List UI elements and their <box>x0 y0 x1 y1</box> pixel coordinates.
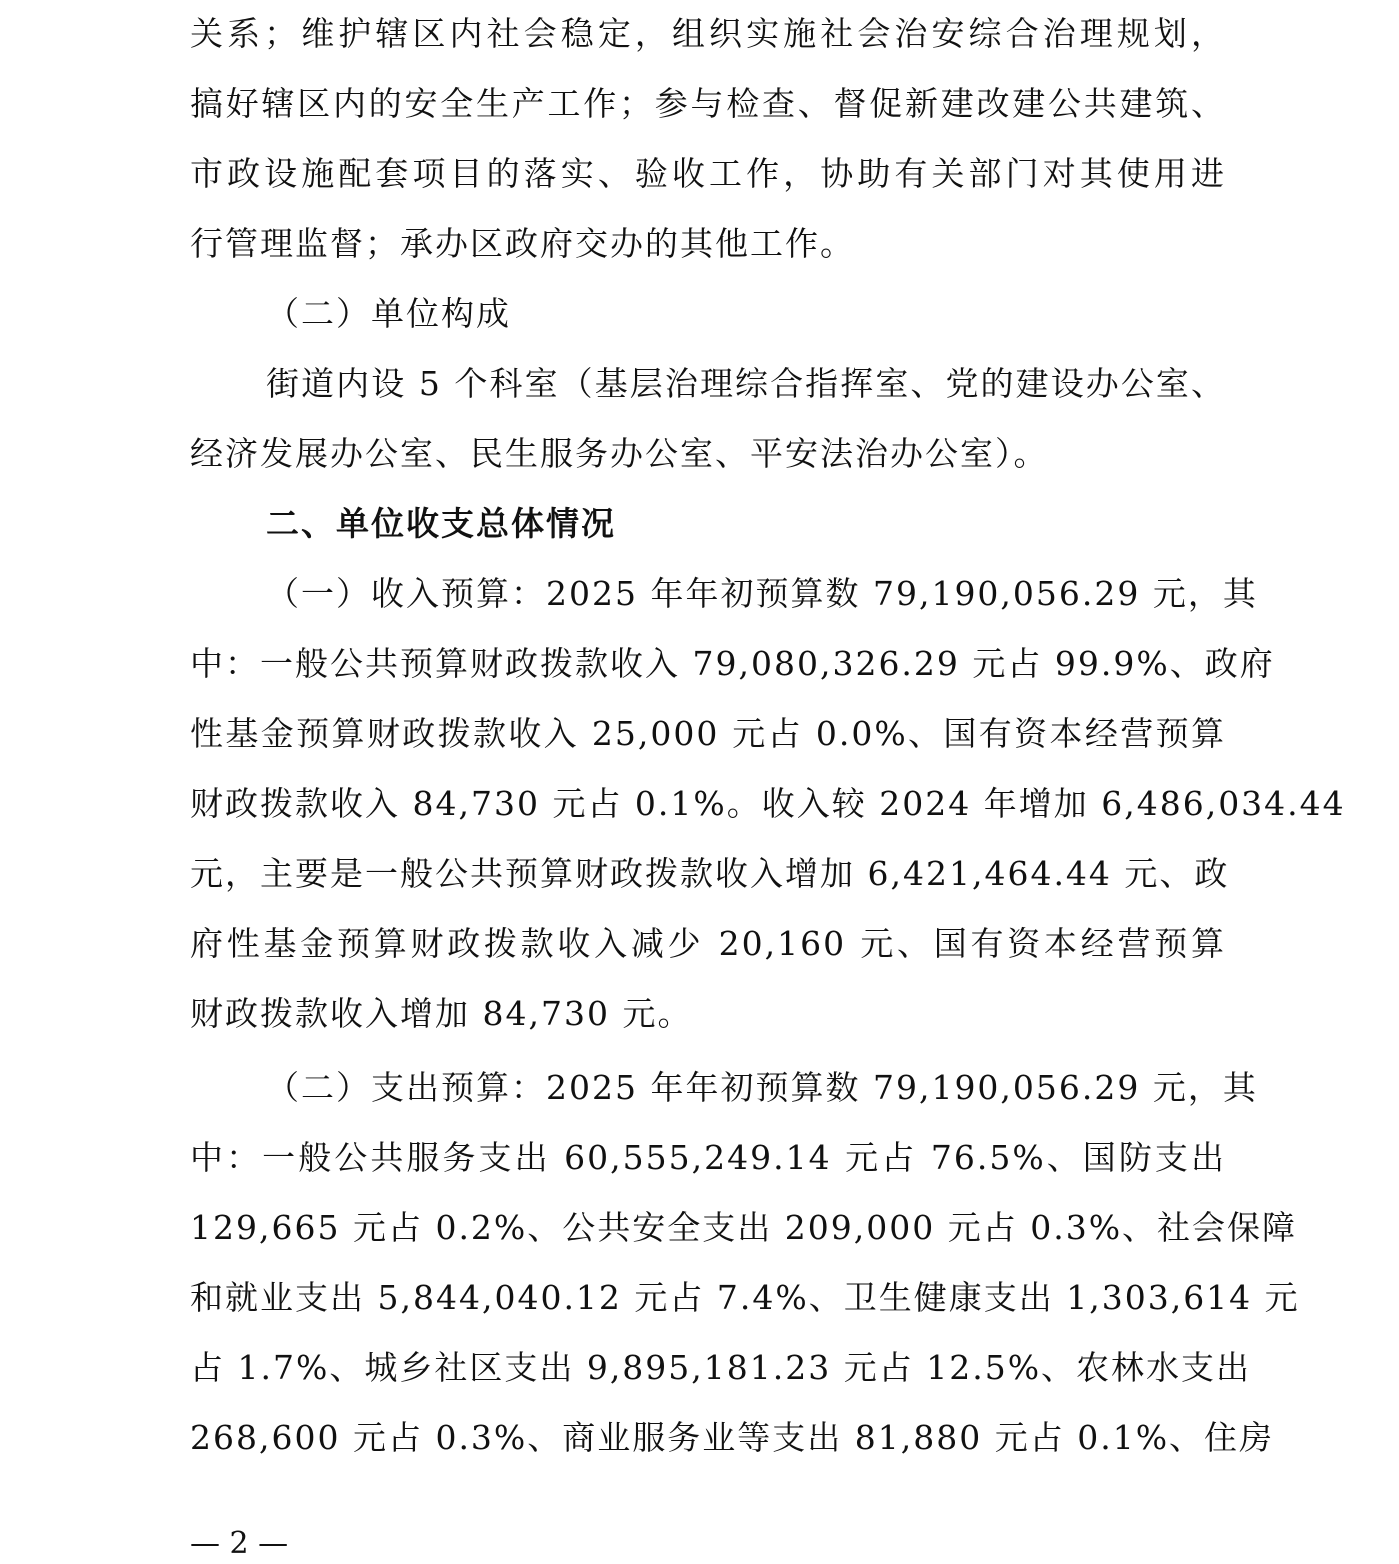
body-text-line: 元，主要是一般公共预算财政拨款收入增加 6,421,464.44 元、政 <box>190 854 1230 893</box>
body-text-line: 性基金预算财政拨款收入 25,000 元占 0.0%、国有资本经营预算 <box>190 714 1226 753</box>
body-text-line: 占 1.7%、城乡社区支出 9,895,181.23 元占 12.5%、农林水支出 <box>190 1348 1252 1387</box>
body-text-line: 市政设施配套项目的落实、验收工作，协助有关部门对其使用进 <box>190 154 1226 193</box>
body-text-line: 268,600 元占 0.3%、商业服务业等支出 81,880 元占 0.1%、住房 <box>190 1418 1275 1457</box>
body-text-line: （二）支出预算：2025 年年初预算数 79,190,056.29 元，其 <box>266 1068 1258 1107</box>
body-text-line: 和就业支出 5,844,040.12 元占 7.4%、卫生健康支出 1,303,614 元 <box>190 1278 1300 1317</box>
body-text-line: 街道内设 5 个科室（基层治理综合指挥室、党的建设办公室、 <box>266 364 1226 403</box>
section-subheading-unit-composition: （二）单位构成 <box>266 294 511 333</box>
body-text-line: 129,665 元占 0.2%、公共安全支出 209,000 元占 0.3%、社会保障 <box>190 1208 1298 1247</box>
body-text-line: 财政拨款收入 84,730 元占 0.1%。收入较 2024 年增加 6,486,034.44 <box>190 784 1346 823</box>
body-text-line: 财政拨款收入增加 84,730 元。 <box>190 994 693 1033</box>
page-number: — 2 — <box>190 1526 289 1561</box>
body-text-line: 搞好辖区内的安全生产工作；参与检查、督促新建改建公共建筑、 <box>190 84 1226 123</box>
body-text-line: 关系；维护辖区内社会稳定，组织实施社会治安综合治理规划， <box>190 14 1226 53</box>
body-text-line: （一）收入预算：2025 年年初预算数 79,190,056.29 元，其 <box>266 574 1258 613</box>
section-heading-revenue-expenditure: 二、单位收支总体情况 <box>266 504 616 543</box>
body-text-line: 中：一般公共预算财政拨款收入 79,080,326.29 元占 99.9%、政府 <box>190 644 1275 683</box>
body-text-line: 行管理监督；承办区政府交办的其他工作。 <box>190 224 855 263</box>
body-text-line: 经济发展办公室、民生服务办公室、平安法治办公室）。 <box>190 434 1049 473</box>
body-text-line: 中：一般公共服务支出 60,555,249.14 元占 76.5%、国防支出 <box>190 1138 1226 1177</box>
body-text-line: 府性基金预算财政拨款收入减少 20,160 元、国有资本经营预算 <box>190 924 1226 963</box>
